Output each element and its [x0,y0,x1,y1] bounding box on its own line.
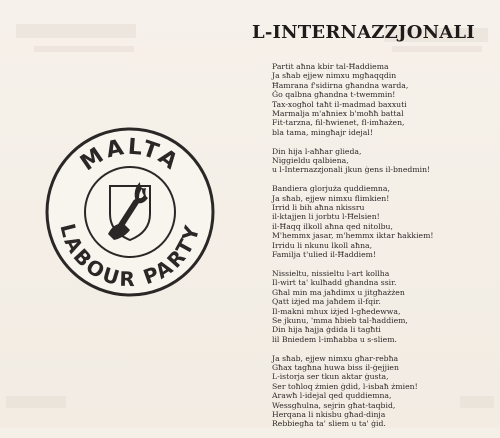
poem-line: Partit aħna kbir tal-Ħaddiema [272,62,389,71]
stanza-3 [272,184,494,259]
poem-line: L-istorja ser tkun aktar ġusta, [272,372,389,382]
poem-body [272,62,494,438]
poem-line: Għal min ma jaħdimx u jitgħażżen [272,287,405,297]
poem-line: Niggieldu qalbiena, [272,156,349,166]
poem-line: Herqana li nkisbu għad-dinja [272,409,386,419]
poem-line: Tax-xogħol taħt il-madmad baxxuti [272,99,407,109]
stanza-1 [272,62,494,137]
poem-line: Ħamrana f'sidirna għandna warda, [272,80,409,90]
poem-line: u l-Internazzjonali jkun ġens il-bnedmin! [272,165,431,175]
poem-line: Se jkunu, 'mma ħbieb tal-ħaddiem, [272,315,408,325]
poem-line: il-Ħaqq ilkoll aħna qed nitolbu, [272,221,393,231]
poem-line: Rebbiegħa ta' sliem u ta' ġid. [272,419,386,429]
poem-line: Arawħ l-idejal qed quddiemna, [272,391,392,401]
poem-line: Wessgħulna, sejrin għat-taqbid, [272,400,396,410]
poem-line: Ġo qalbna għandna t-twemmin! [272,90,396,100]
poem-line: Il-makni mhux iżjed l-għedewwa, [272,306,401,316]
poem-line: Din hija ħajja ġdida li tagħti [272,325,381,335]
poem-line: Ja sħab ejjew nimxu mgħaqqdin [272,71,397,81]
stanza-2 [272,147,494,175]
poem-line: Nissieltu, nissieltu l-art kollha [272,268,390,278]
document-title: L-INTERNAZZJONALI [252,22,475,43]
poem-line: bla tama, mingħajr idejal! [272,127,373,137]
stanza-5 [272,354,494,429]
poem-line: lil Bniedem l-imħabba u s-sliem. [272,334,397,344]
poem-line: Fit-tarzna, fil-ħwienet, fl-imħażen, [272,118,405,128]
malta-labour-party-logo [44,126,216,298]
poem-line: Ja sħab, ejjew nimxu flimkien! [272,193,390,203]
poem-line: Din hija l-aħħar glieda, [272,146,362,156]
poem-line: Qatt iżjed ma jaħdem il-fqir. [272,297,381,307]
logo-bottom-text: LABOUR PARTY [55,220,205,292]
poem-line: Ja sħab, ejjew nimxu għar-rebħa [272,353,399,363]
poem-line: Ser toħloq żmien ġdid, l-isbaħ żmien! [272,381,418,391]
poem-line: Marmalja m'aħniex b'moħħ battal [272,109,404,119]
poem-line: Irrid li bih aħna nkissru [272,203,365,213]
stanza-4 [272,269,494,344]
logo-top-text: MALTA [76,134,185,177]
poem-line: Familja t'ulied il-Ħaddiem! [272,250,377,260]
torch-shield-icon [108,182,150,240]
poem-line: il-ktajjen li jorbtu l-Ħelsien! [272,212,380,222]
poem-line: Il-wirt ta' kulħadd għandna ssir. [272,278,397,288]
poem-line: Irridu li nkunu lkoll aħna, [272,240,373,250]
poem-line: Bandiera glorjuża quddiemna, [272,184,390,194]
poem-line: M'hemmx jasar, m'hemmx iktar ħakkiem! [272,231,434,241]
poem-line: Għax tagħna huwa biss il-ġejjien [272,362,399,372]
